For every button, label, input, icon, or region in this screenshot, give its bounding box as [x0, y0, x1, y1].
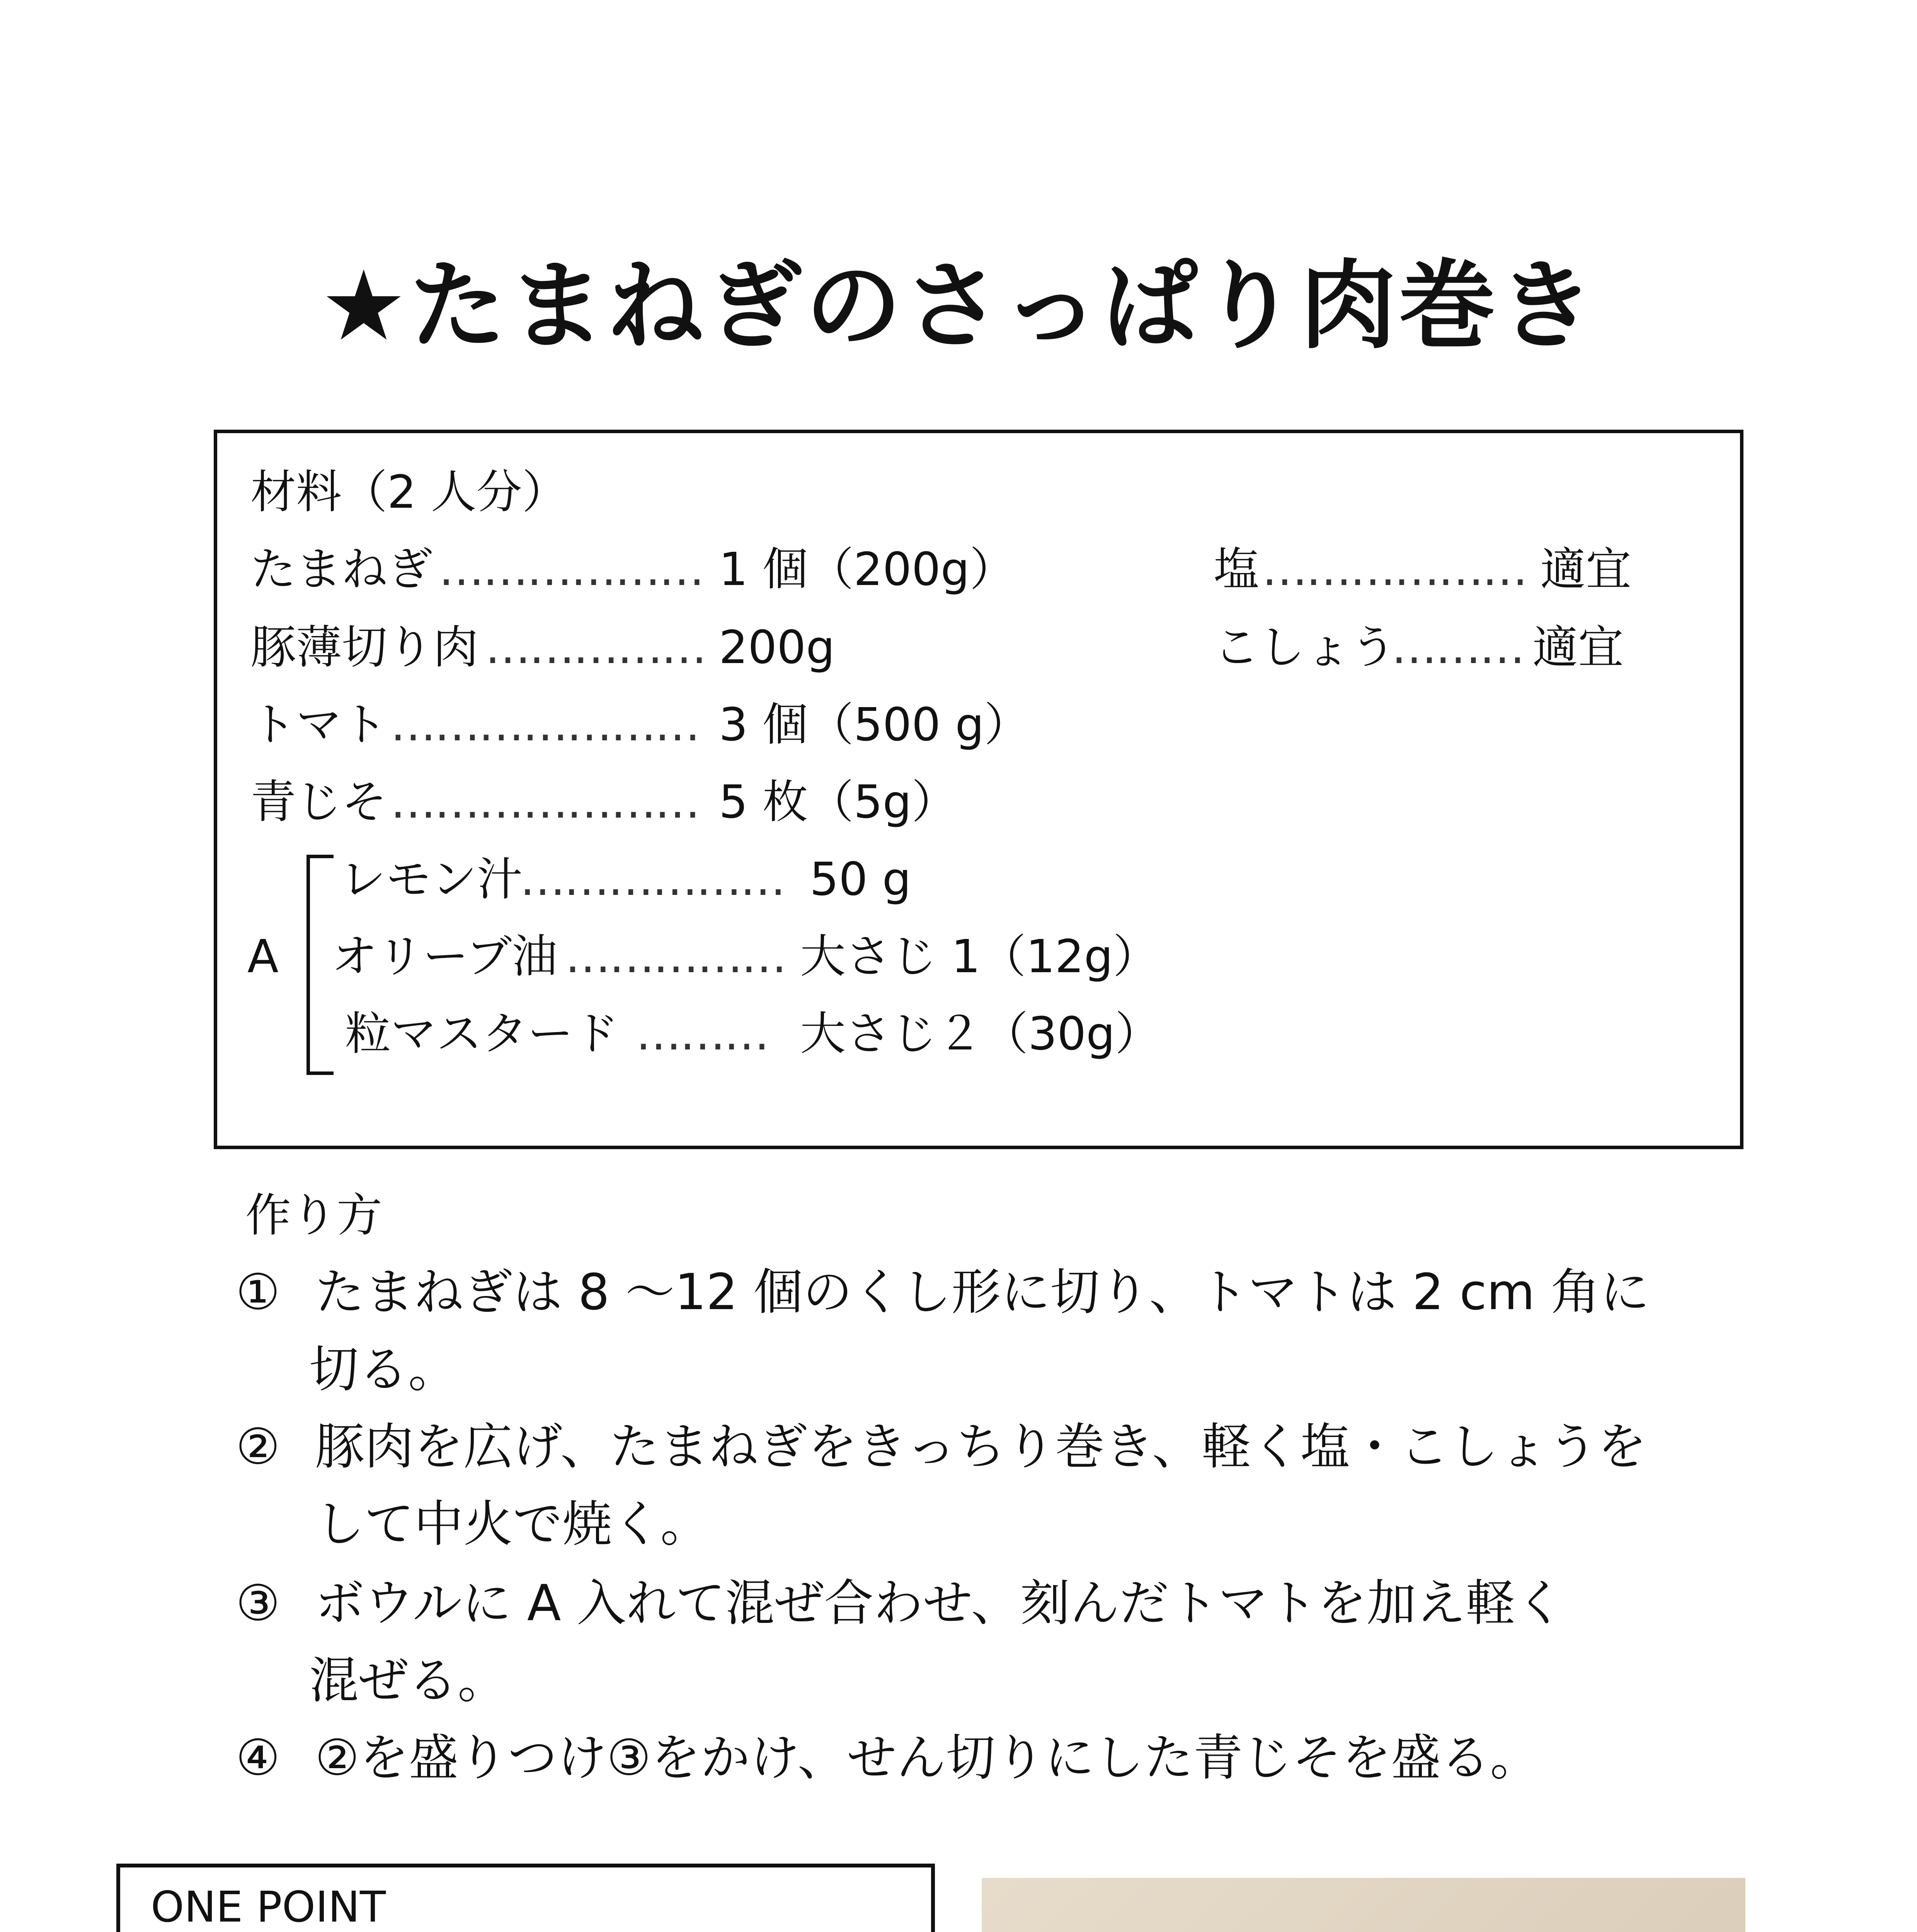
leader-dots: ……………… [439, 543, 703, 596]
ingredient-name: オリーブ油 [332, 930, 558, 983]
leader-dots: ……… [1391, 621, 1524, 674]
leader-dots: ……………… [1262, 543, 1526, 596]
leader-dots: ……… [636, 1007, 768, 1060]
dish-photo [982, 1878, 1745, 1932]
ingredient-name: レモン汁 [340, 852, 523, 906]
ingredient-name: トマト [250, 698, 388, 751]
step-number: ④ [236, 1729, 280, 1787]
group-label: A [247, 930, 279, 983]
ingredient-name: 粒マスタード [345, 1007, 619, 1060]
step-number: ① [236, 1264, 280, 1321]
method-header: 作り方 [245, 1189, 383, 1242]
leader-dots: …………… [485, 621, 705, 674]
step-number: ③ [236, 1575, 280, 1632]
step-text-cont: 切る。 [309, 1341, 458, 1398]
ingredient-amount: 適宜 [1540, 543, 1632, 596]
group-bracket [306, 855, 334, 1075]
ingredient-name: 豚薄切り肉 [250, 621, 479, 674]
leader-dots: …………… [565, 930, 785, 983]
step-number: ② [236, 1418, 280, 1476]
ingredient-name: 青じそ [250, 775, 388, 828]
ingredient-amount: 大さじ２（30g） [800, 1007, 1161, 1060]
leader-dots: ………………… [390, 775, 699, 828]
step-text: 豚肉を広げ、たまねぎをきっちり巻き、軽く塩・こしょうを [315, 1418, 1647, 1476]
ingredient-amount: 大さじ 1（12g） [800, 930, 1159, 983]
ingredient-amount: 適宜 [1532, 621, 1624, 674]
step-text: たまねぎは 8 〜12 個のくし形に切り、トマトは 2 cm 角に [315, 1264, 1650, 1321]
recipe-title: ★たまねぎのさっぱり肉巻き [320, 250, 1597, 362]
ingredient-amount: 50 g [810, 852, 911, 906]
ingredient-amount: 1 個（200g） [719, 543, 1015, 596]
ingredient-amount: 5 枚（5g） [719, 775, 957, 828]
ingredient-name: こしょう [1214, 621, 1396, 674]
ingredient-name: たまねぎ [250, 543, 433, 596]
leader-dots: ……………… [520, 852, 784, 906]
step-text-cont: して中火で焼く。 [315, 1495, 710, 1553]
step-text: ②を盛りつけ③をかけ、せん切りにした青じそを盛る。 [315, 1729, 1540, 1787]
one-point-title: ONE POINT [151, 1882, 386, 1932]
ingredient-amount: 3 個（500 g） [719, 698, 1030, 751]
leader-dots: ………………… [390, 698, 699, 751]
ingredient-amount: 200g [719, 621, 835, 674]
ingredient-name: 塩 [1214, 543, 1260, 596]
ingredients-header: 材料（2 人分） [250, 465, 568, 519]
step-text-cont: 混ぜる。 [309, 1652, 507, 1709]
step-text: ボウルに A 入れて混ぜ合わせ、刻んだトマトを加え軽く [315, 1575, 1565, 1632]
